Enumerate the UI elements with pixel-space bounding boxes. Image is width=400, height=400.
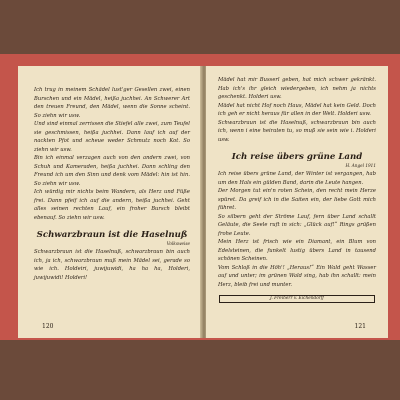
paragraph: Mein Herz ist frisch wie ein Diamant, ein Blum von Edelsteinen, die funkelt lustig übers Land in tausend schönen Scheinen. [218,239,376,262]
paragraph: Schwarzbraun ist die Haselnuß, schwarzbraun bin auch ich, wenn i eine heiraten tu, so muß sie sein wie i. Holderi usw. [218,119,376,143]
left-page-text [34,86,190,282]
paragraph: So silbern geht der Ströme Lauf, fern über Land schallt Geläute, die Seele ruft in sich: „Glück auf!“ Rings grüßen frohe Leute. [218,213,376,237]
paragraph: Ich würdig mir nichts beim Wandern, als Herz und Füße frei. Dann pfeif ich auf die andern, heißa juchhei. Geht alles seinen rechten Lauf, ein froher Bursch bleibt ebenauf. So ziehn wir usw. [34,189,190,221]
song-title: Ich reise übers grüne Land [231,152,363,162]
paragraph: Der Morgen tut ein'n roten Schein, den recht mein Herze spüret. Da greif ich in die Saiten ein, der liebe Gott mich führet. [218,188,376,211]
right-page-text [218,76,376,303]
composer-note: H. Angel 1911 [345,163,376,168]
paragraph: Mädel hat nicht Hof noch Haus, Mädel hat kein Geld. Doch ich geh er nicht heraus für allen in der Welt. Holderi usw. [218,102,376,117]
author-credit: J. Freiherr v. Eichendorff [219,295,376,303]
page-number: 121 [354,323,366,330]
composer-note: Volksweise [166,241,190,246]
paragraph: Ich reise übers grüne Land, der Winter ist vergangen, hab um den Hals ein gülden Band, darin die Leute hangen. [218,171,376,186]
paragraph: Schwarzbraun ist die Haselnuß, schwarzbraun bin auch ich, ja ich, schwarzbraun muß mein Mädel sei, gerade so wie ich. Holdeiri, juwijuwidi, ha ha ha, Holderi, juwijuwidi! Holderi! [34,249,190,281]
right-page [206,66,388,338]
paragraph: Ich trug in meinem Schädel lust'ger Gesellen zwei, einen Burschen und ein Mädel, heißa juchhei. An Schwerer Art den treuen Freund, den Mädel, wenn die Sonne scheint. So ziehn wir usw. [34,87,190,119]
page-number: 120 [42,323,54,330]
paragraph: Mädel hat mir Busserl geben, hat mich schwer gekränkt. Hab ich's ihr gleich wiedergeben, ich nehm ja nichts geschenkt. Holderi usw. [218,77,376,100]
song-title: Schwarzbraun ist die Haselnuß [36,230,188,240]
paragraph: Bin ich einmal verzagen auch von den andern zwei, von Schuh und Kameraden, heißa juchhei. Dann schling den Freund ich um den Sinn und denk vom Mädel: hin ist hin. So ziehn wir usw. [34,155,190,187]
paragraph: Vom Schloß in die Höh'! „Heraus!“ Ein Wald geht Wasser auf und unter; im grünen Wald sing, hab ihn schallt: mein Herz, bleib frei und munter. [218,264,376,288]
left-page [18,66,202,338]
paragraph: Und sind einmal zerrissen die Stiefel alle zwei, zum Teufel sie geschmissen, heißa juchhei. Dann lauf ich auf der nackten Pfot und scheue weder Schmutz noch Kot. So ziehn wir usw. [34,121,190,153]
